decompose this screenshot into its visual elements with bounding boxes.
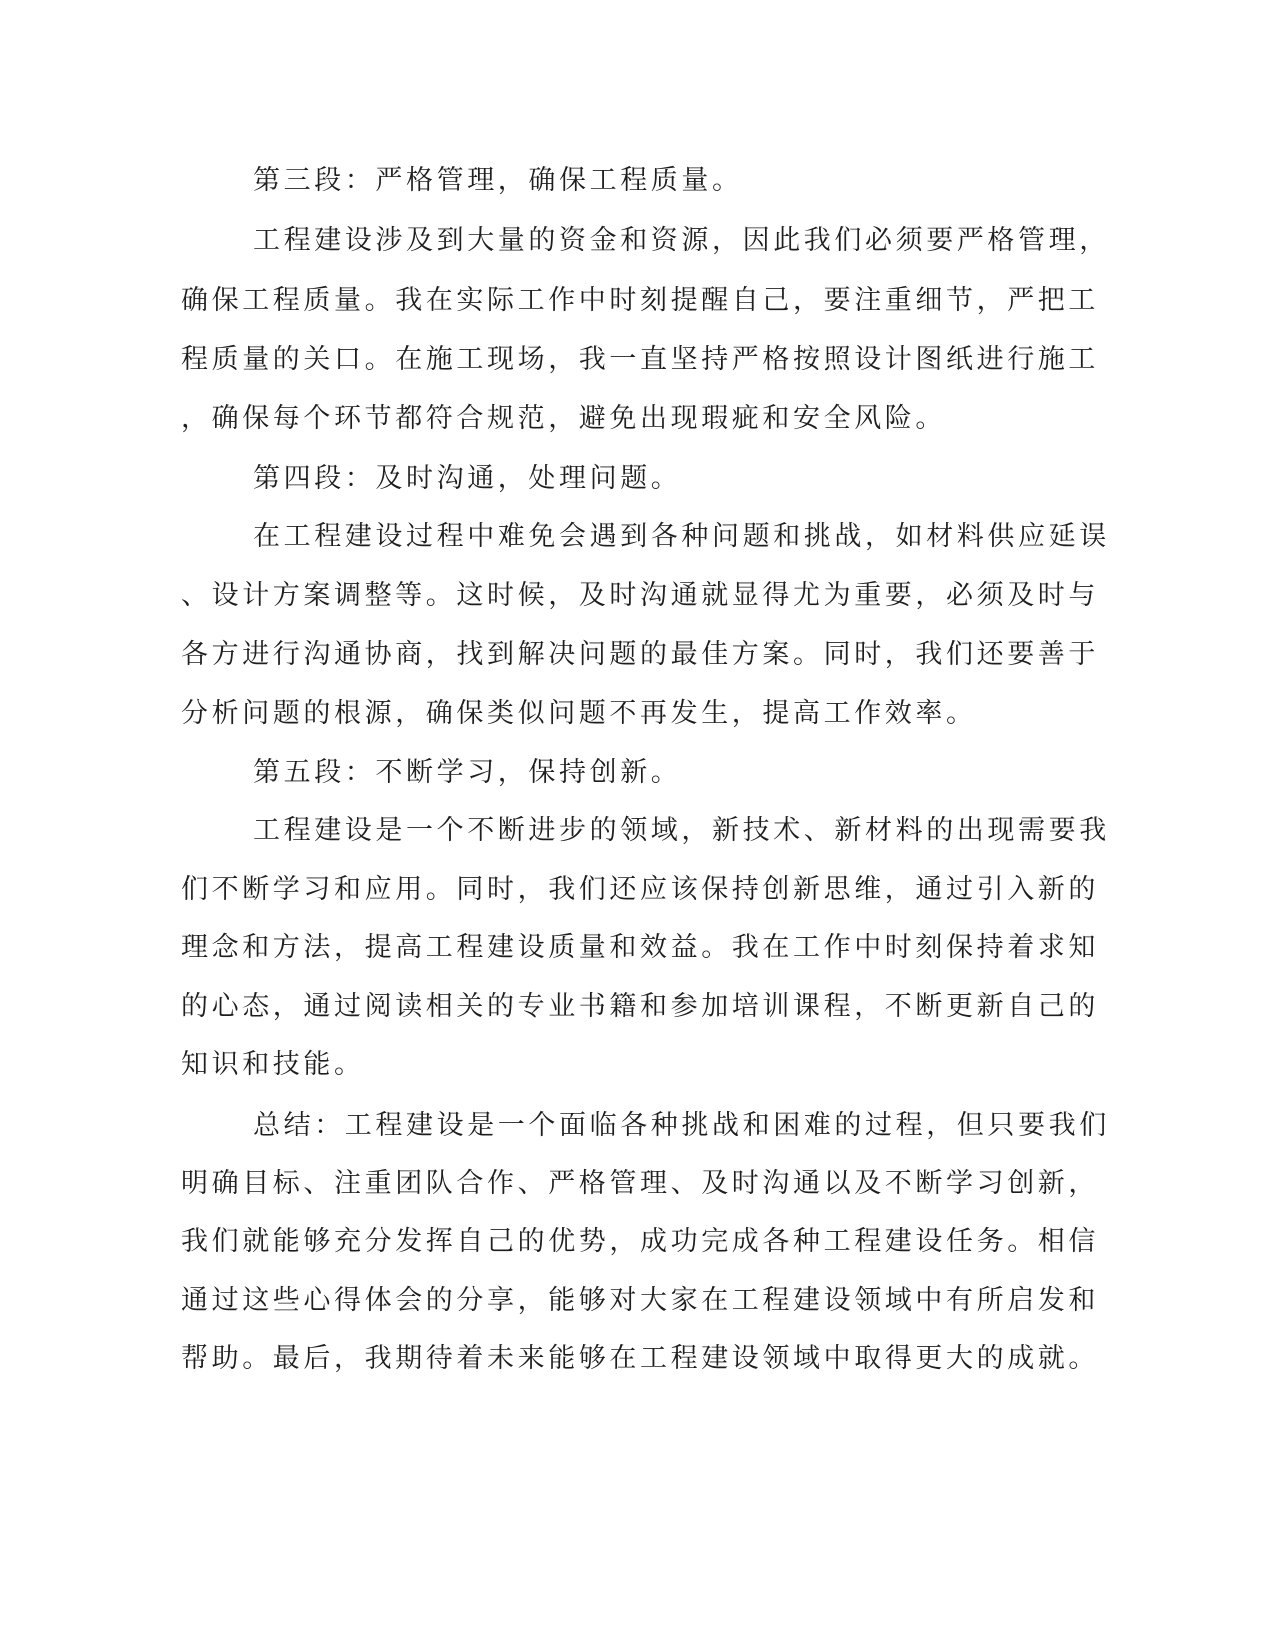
text-line: 总结：工程建设是一个面临各种挑战和困难的过程，但只要我们 (253, 1110, 1110, 1141)
section-heading-3 (0, 162, 1275, 222)
text-line: 程质量的关口。在施工现场，我一直坚持严格按照设计图纸进行施工 (181, 344, 1099, 375)
paragraph-line (0, 1282, 1275, 1342)
text-line: 帮助。最后，我期待着未来能够在工程建设领域中取得更大的成就。 (181, 1343, 1099, 1374)
paragraph-line (0, 871, 1275, 931)
text-line: 在工程建设过程中难免会遇到各种问题和挑战，如材料供应延误 (253, 521, 1110, 552)
paragraph-line (0, 282, 1275, 342)
paragraph-line (0, 400, 1275, 460)
text-line: 理念和方法，提高工程建设质量和效益。我在工作中时刻保持着求知 (181, 932, 1099, 963)
text-line: ，确保每个环节都符合规范，避免出现瑕疵和安全风险。 (181, 403, 946, 434)
paragraph-line (0, 1165, 1275, 1225)
text-line: 的心态，通过阅读相关的专业书籍和参加培训课程，不断更新自己的 (181, 991, 1099, 1022)
paragraph-line (0, 1046, 1275, 1106)
paragraph-line (0, 988, 1275, 1048)
text-line: 知识和技能。 (181, 1049, 365, 1080)
paragraph-line (0, 1223, 1275, 1283)
paragraph-line (0, 341, 1275, 401)
text-line: 明确目标、注重团队合作、严格管理、及时沟通以及不断学习创新， (181, 1168, 1099, 1199)
text-line: 工程建设涉及到大量的资金和资源，因此我们必须要严格管理， (253, 225, 1110, 256)
summary-line (0, 1107, 1275, 1167)
text-line: 各方进行沟通协商，找到解决问题的最佳方案。同时，我们还要善于 (181, 639, 1099, 670)
text-line: 、设计方案调整等。这时候，及时沟通就显得尤为重要，必须及时与 (181, 580, 1099, 611)
paragraph-line (0, 222, 1275, 282)
text-line: 第四段：及时沟通，处理问题。 (253, 463, 682, 494)
paragraph-line (0, 518, 1275, 578)
section-heading-5 (0, 754, 1275, 814)
paragraph-line (0, 636, 1275, 696)
paragraph-line (0, 1340, 1275, 1400)
section-heading-4 (0, 460, 1275, 520)
text-line: 第五段：不断学习，保持创新。 (253, 757, 682, 788)
paragraph-line (0, 577, 1275, 637)
text-line: 确保工程质量。我在实际工作中时刻提醒自己，要注重细节，严把工 (181, 285, 1099, 316)
text-line: 们不断学习和应用。同时，我们还应该保持创新思维，通过引入新的 (181, 874, 1099, 905)
paragraph-line (0, 695, 1275, 755)
text-line: 第三段：严格管理，确保工程质量。 (253, 165, 743, 196)
paragraph-line (0, 929, 1275, 989)
text-line: 分析问题的根源，确保类似问题不再发生，提高工作效率。 (181, 698, 977, 729)
text-line: 我们就能够充分发挥自己的优势，成功完成各种工程建设任务。相信 (181, 1226, 1099, 1257)
text-line: 工程建设是一个不断进步的领域，新技术、新材料的出现需要我 (253, 815, 1110, 846)
paragraph-line (0, 812, 1275, 872)
text-line: 通过这些心得体会的分享，能够对大家在工程建设领域中有所启发和 (181, 1285, 1099, 1316)
